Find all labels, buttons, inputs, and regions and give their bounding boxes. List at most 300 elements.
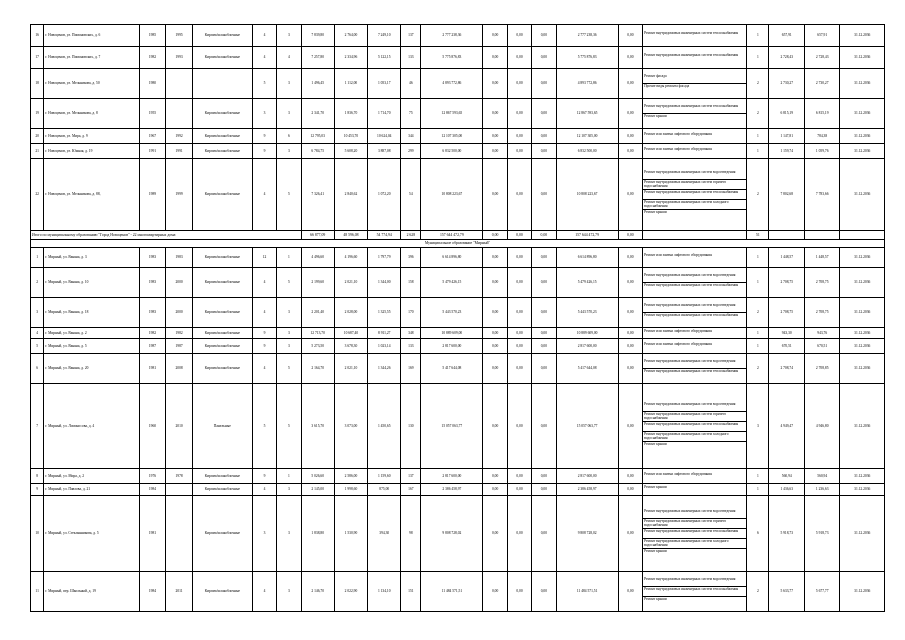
cell-y2 [166, 484, 193, 496]
cell-a2: 3 678,30 [334, 339, 367, 354]
cell-num: 21 [31, 144, 44, 159]
cell-fl: 4 [252, 47, 276, 69]
cell-date: 31.12.2036 [840, 384, 885, 469]
cell-z4: 0,00 [618, 69, 642, 99]
cell-v1: 560,94 [769, 469, 804, 484]
cell-cnt: 2 [747, 99, 769, 129]
cell-ent: 3 [277, 328, 301, 339]
works-cell [643, 69, 747, 99]
cell-date: 31.12.2036 [840, 129, 885, 144]
cell-mat: Кирпич/шлакоблочные [192, 298, 252, 328]
cell-a3: 875,00 [368, 484, 401, 496]
table-row [31, 339, 885, 354]
cell-addr: г. Мирный, ул. Ваняна, д. 5 [44, 339, 139, 354]
cell-z2: 0,00 [507, 159, 531, 231]
works-cell [643, 469, 747, 484]
cell-y1: 1991 [139, 144, 166, 159]
cell-num: 1 [31, 248, 44, 268]
cell-z2: 0,00 [507, 268, 531, 298]
cell-y2: 1993 [166, 47, 193, 69]
cell-mat: Кирпич/шлакоблочные [192, 328, 252, 339]
cell-v1: 1 448,57 [769, 248, 804, 268]
cell-y1: 1955 [139, 99, 166, 129]
cell-a3: 1 159,60 [368, 469, 401, 484]
cell-y2: 1999 [166, 159, 193, 231]
cell-addr: г. Мирный, ул. Ваняна, д. 2 [44, 328, 139, 339]
cell-a2: 10 687,40 [334, 328, 367, 339]
municipality-header-row [31, 240, 885, 248]
cell-a2: 2 840,62 [334, 159, 367, 231]
cell-a1: 7 839,80 [301, 25, 334, 47]
cell-z3: 0,00 [532, 159, 556, 231]
work-item: Ремонт внутридомовых инженерных систем водоотведения [643, 170, 746, 180]
cell-date: 31.12.2036 [840, 496, 885, 572]
total-section [31, 231, 885, 248]
cell-z3: 0,00 [532, 69, 556, 99]
cell-v2: 4 946,80 [804, 384, 839, 469]
cell-a2: 4 196,60 [334, 248, 367, 268]
work-item: Ремонт внутридомовых инженерных систем теплоснабжения [643, 104, 746, 114]
cell-fl: 9 [252, 129, 276, 144]
cell-cost: 4 893 772,86 [421, 69, 483, 99]
cell-cost: 6 614 896,80 [421, 248, 483, 268]
cell-y1: 1983 [139, 268, 166, 298]
works-cell [643, 159, 747, 231]
cell-v1: 1 436,63 [769, 484, 804, 496]
cell-z2: 0,00 [507, 129, 531, 144]
cell-a2: 2 334,96 [334, 47, 367, 69]
cell-y1: 1989 [139, 159, 166, 231]
cell-num: 10 [31, 496, 44, 572]
work-item: Ремонт внутридомовых инженерных систем теплоснабжения [644, 53, 739, 57]
work-item: Ремонт крыши [644, 210, 667, 214]
cell-c2: 4 893 772,86 [556, 69, 618, 99]
cell-a1: 2 145,00 [301, 484, 334, 496]
cell-z2: 0,00 [507, 144, 531, 159]
cell-c2: 12 107 305,00 [556, 129, 618, 144]
cell-z2: 0,00 [507, 484, 531, 496]
cell-v2: 6 815,19 [804, 99, 839, 129]
cell-z1: 0,00 [483, 354, 507, 384]
cell-a1: 5 026,60 [301, 469, 334, 484]
cell-a1: 1 838,80 [301, 496, 334, 572]
cell-z4: 0,00 [618, 354, 642, 384]
cell-cost: 5 443 570,23 [421, 298, 483, 328]
cell-y1: 1982 [139, 47, 166, 69]
table-row [31, 25, 885, 47]
cell-z2: 0,00 [507, 469, 531, 484]
total-z1: 0,00 [483, 231, 507, 240]
work-item: Ремонт или замена лифтового оборудования [644, 131, 712, 136]
total-date [840, 231, 885, 240]
cell-ent: 5 [277, 384, 301, 469]
cell-num: 9 [31, 484, 44, 496]
cell-z1: 0,00 [483, 144, 507, 159]
cell-mat: Кирпич/шлакоблочные [192, 484, 252, 496]
cell-a3: 1 053,17 [368, 69, 401, 99]
cell-cnt: 2 [747, 572, 769, 612]
total-row [31, 231, 885, 240]
cell-c2: 2 386 458,97 [556, 484, 618, 496]
cell-a3: 1 344,00 [368, 268, 401, 298]
total-area-1: 66 877,09 [301, 231, 334, 240]
cell-num: 3 [31, 298, 44, 328]
cell-addr: г. Новоценов, ул. Мельникова, д. 8 [44, 99, 139, 129]
cell-date: 31.12.2036 [840, 144, 885, 159]
cell-ent: 5 [277, 354, 301, 384]
total-cost-2: 157 644 472,79 [556, 231, 618, 240]
cell-cost: 2 817 600,00 [421, 339, 483, 354]
cell-fl: 9 [252, 328, 276, 339]
cell-y1: 1983 [139, 248, 166, 268]
cell-y2: 1995 [166, 25, 193, 47]
cell-a3: 7 249,10 [368, 25, 401, 47]
cell-v2: 943,76 [804, 328, 839, 339]
cell-y2: 2000 [166, 268, 193, 298]
cell-res: 396 [401, 248, 421, 268]
cell-date: 31.12.2036 [840, 268, 885, 298]
cell-a2: 3 073,00 [334, 384, 367, 469]
cell-y1: 1980 [139, 69, 166, 99]
work-item: Ремонт внутридомовых инженерных систем холодного водоснабжения [643, 200, 746, 210]
total-v2 [804, 231, 839, 240]
cell-z2: 0,00 [507, 354, 531, 384]
cell-cost: 10 889 609,00 [421, 328, 483, 339]
cell-z4: 0,00 [618, 99, 642, 129]
cell-cnt: 2 [747, 298, 769, 328]
cell-a1: 7 326,41 [301, 159, 334, 231]
cell-addr: г. Мирный, пер. Школьный, д. 19 [44, 572, 139, 612]
cell-y2: 1991 [166, 144, 193, 159]
cell-y1: 1982 [139, 328, 166, 339]
cell-v1: 2 708,75 [769, 268, 804, 298]
cell-v2: 2 728,43 [804, 47, 839, 69]
cell-mat: Кирпич/шлакоблочные [192, 469, 252, 484]
cell-addr: г. Мирный, ул. Стеклянникова, д. 5 [44, 496, 139, 572]
cell-z4: 0,00 [618, 469, 642, 484]
cell-fl: 9 [252, 144, 276, 159]
cell-a1: 5 273,50 [301, 339, 334, 354]
cell-z4: 0,00 [618, 129, 642, 144]
cell-c2: 10 808 223,67 [556, 159, 618, 231]
cell-cost: 15 057 063,77 [421, 384, 483, 469]
cell-cnt: 1 [747, 47, 769, 69]
cell-res: 170 [401, 298, 421, 328]
cell-fl: 3 [252, 99, 276, 129]
cell-v2: 2 730,27 [804, 69, 839, 99]
cell-v2: 2 708,75 [804, 268, 839, 298]
cell-v1: 2 708,75 [769, 298, 804, 328]
cell-cost: 2 386 458,97 [421, 484, 483, 496]
cell-fl: 3 [252, 496, 276, 572]
cell-c2: 9 808 728,02 [556, 496, 618, 572]
cell-z3: 0,00 [532, 129, 556, 144]
cell-ent: 5 [277, 159, 301, 231]
cell-z1: 0,00 [483, 384, 507, 469]
cell-mat: Кирпич/шлакоблочные [192, 129, 252, 144]
cell-a2: 1 530,90 [334, 496, 367, 572]
cell-res: 98 [401, 496, 421, 572]
cell-ent: 5 [277, 268, 301, 298]
cell-res: 137 [401, 469, 421, 484]
cell-z4: 0,00 [618, 298, 642, 328]
housing-table [30, 24, 885, 612]
cell-mat: Кирпич/шлакоблочные [192, 248, 252, 268]
table-row [31, 298, 885, 328]
cell-mat: Кирпич/шлакоблочные [192, 144, 252, 159]
cell-fl: 4 [252, 268, 276, 298]
cell-v1: 2 708,74 [769, 354, 804, 384]
cell-z1: 0,00 [483, 496, 507, 572]
cell-z2: 0,00 [507, 69, 531, 99]
cell-c2: 5 443 570,23 [556, 298, 618, 328]
cell-a2: 1 836,70 [334, 99, 367, 129]
cell-num: 4 [31, 328, 44, 339]
cell-num: 19 [31, 99, 44, 129]
cell-a1: 2 201,40 [301, 298, 334, 328]
cell-num: 11 [31, 572, 44, 612]
cell-z3: 0,00 [532, 47, 556, 69]
work-item: Ремонт или замена лифтового оборудования [644, 341, 712, 346]
work-item: Ремонт внутридомовых инженерных систем водоотведения [643, 577, 746, 587]
work-item: Ремонт внутридомовых инженерных систем теплоснабжения [644, 283, 739, 287]
cell-addr: г. Мирный, ул. Павлова, д. 21 [44, 484, 139, 496]
cell-z3: 0,00 [532, 354, 556, 384]
cell-addr: г. Новоценов, ул. Пимоновских, д. 7 [44, 47, 139, 69]
cell-fl: 4 [252, 159, 276, 231]
cell-cnt: 1 [747, 469, 769, 484]
work-item: Ремонт внутридомовых инженерных систем теплоснабжения [643, 529, 746, 539]
work-item: Ремонт внутридомовых инженерных систем водоотведения [643, 273, 746, 283]
cell-a3: 1 797,79 [368, 248, 401, 268]
table-row [31, 69, 885, 99]
cell-z2: 0,00 [507, 496, 531, 572]
cell-res: 46 [401, 69, 421, 99]
cell-y1: 1960 [139, 384, 166, 469]
cell-a3: 10 624,04 [368, 129, 401, 144]
municipality-title: Муниципальное образование "Мирный" [31, 240, 885, 248]
cell-cnt: 1 [747, 248, 769, 268]
cell-a3: 1 714,70 [368, 99, 401, 129]
cell-a3: 1 450,65 [368, 384, 401, 469]
cell-a3: 8 911,27 [368, 328, 401, 339]
table-row [31, 354, 885, 384]
cell-z2: 0,00 [507, 572, 531, 612]
cell-c2: 2 817 600,00 [556, 339, 618, 354]
work-item: Ремонт внутридомовых инженерных систем холодного водоснабжения [643, 539, 746, 549]
section-a-body [31, 25, 885, 231]
cell-cnt: 3 [747, 384, 769, 469]
table-row [31, 572, 885, 612]
cell-res: 133 [401, 339, 421, 354]
cell-a2: 2 021,10 [334, 268, 367, 298]
cell-addr: г. Мирный, ул. Ваняна, д. 3 [44, 248, 139, 268]
cell-res: 137 [401, 25, 421, 47]
cell-fl: 4 [252, 25, 276, 47]
cell-a2: 2 764,00 [334, 25, 367, 47]
cell-ent: 1 [277, 469, 301, 484]
document-page [30, 24, 885, 612]
work-item: Ремонт внутридомовых инженерных систем водоотведения [643, 303, 746, 313]
cell-fl: 4 [252, 572, 276, 612]
cell-z2: 0,00 [507, 99, 531, 129]
cell-a1: 12 795,03 [301, 129, 334, 144]
cell-addr: г. Новоценов, ул. Мельникова, д. 50 [44, 69, 139, 99]
cell-res: 348 [401, 328, 421, 339]
work-item: Ремонт крыши [644, 114, 667, 118]
work-item: Прочие виды ремонта фасада [644, 84, 690, 88]
cell-res: 167 [401, 484, 421, 496]
cell-z4: 0,00 [618, 144, 642, 159]
cell-a1: 2 341,70 [301, 99, 334, 129]
work-item: Ремонт внутридомовых инженерных систем теплоснабжения [643, 422, 746, 432]
cell-ent: 3 [277, 496, 301, 572]
cell-z4: 0,00 [618, 248, 642, 268]
cell-ent: 6 [277, 129, 301, 144]
works-cell [643, 484, 747, 496]
cell-z2: 0,00 [507, 47, 531, 69]
cell-v2: 5 918,73 [804, 496, 839, 572]
cell-c2: 5 775 876,83 [556, 47, 618, 69]
cell-addr: г. Мирный, ул. Ваняна, д. 20 [44, 354, 139, 384]
cell-res: 158 [401, 268, 421, 298]
cell-mat: Кирпич/шлакоблочные [192, 354, 252, 384]
cell-z1: 0,00 [483, 572, 507, 612]
cell-addr: г. Новоценов, ул. Мира, д. 9 [44, 129, 139, 144]
cell-a1: 7 257,80 [301, 47, 334, 69]
cell-fl: 5 [252, 69, 276, 99]
total-z4: 0,00 [618, 231, 642, 240]
cell-z1: 0,00 [483, 99, 507, 129]
cell-cnt: 2 [747, 354, 769, 384]
cell-num: 8 [31, 469, 44, 484]
work-item: Ремонт внутридомовых инженерных систем водоотведения [643, 509, 746, 519]
cell-date: 31.12.2036 [840, 328, 885, 339]
cell-v1: 6 815,19 [769, 99, 804, 129]
cell-y1: 1981 [139, 354, 166, 384]
cell-a3: 1 072,20 [368, 159, 401, 231]
cell-z1: 0,00 [483, 159, 507, 231]
cell-res: 299 [401, 144, 421, 159]
cell-z1: 0,00 [483, 248, 507, 268]
cell-v2: 657,91 [804, 25, 839, 47]
cell-addr: г. Мирный, ул. Ваняна, д. 18 [44, 298, 139, 328]
cell-cost: 10 808 223,67 [421, 159, 483, 231]
cell-v2: 7 783,66 [804, 159, 839, 231]
table-row [31, 328, 885, 339]
cell-cnt: 6 [747, 496, 769, 572]
cell-v2: 1 448,57 [804, 248, 839, 268]
cell-z3: 0,00 [532, 384, 556, 469]
cell-v1: 1 159,74 [769, 144, 804, 159]
cell-res: 151 [401, 572, 421, 612]
cell-ent: 3 [277, 144, 301, 159]
cell-z3: 0,00 [532, 268, 556, 298]
cell-y1: 1984 [139, 484, 166, 496]
works-cell [643, 298, 747, 328]
work-item: Ремонт внутридомовых инженерных систем водоотведения [643, 402, 746, 412]
total-cost: 157 644 472,79 [421, 231, 483, 240]
table-row [31, 268, 885, 298]
works-cell [643, 384, 747, 469]
cell-z3: 0,00 [532, 496, 556, 572]
section-b-body [31, 248, 885, 612]
cell-y2: 1978 [166, 469, 193, 484]
cell-cnt: 1 [747, 129, 769, 144]
cell-z4: 0,00 [618, 47, 642, 69]
cell-res: 169 [401, 354, 421, 384]
cell-date: 31.12.2036 [840, 248, 885, 268]
cell-a2: 10 453,70 [334, 129, 367, 144]
cell-y2: 1987 [166, 339, 193, 354]
work-item: Ремонт или замена лифтового оборудования [644, 146, 712, 151]
cell-a1: 2 164,70 [301, 354, 334, 384]
cell-a1: 12 713,70 [301, 328, 334, 339]
cell-v2: 560,94 [804, 469, 839, 484]
cell-z4: 0,00 [618, 384, 642, 469]
cell-z1: 0,00 [483, 69, 507, 99]
table-row [31, 129, 885, 144]
cell-v1: 1 147,81 [769, 129, 804, 144]
cell-res: 133 [401, 47, 421, 69]
cell-cnt: 1 [747, 328, 769, 339]
cell-a3: 1 023,14 [368, 339, 401, 354]
cell-z3: 0,00 [532, 144, 556, 159]
cell-a3: 5 122,15 [368, 47, 401, 69]
cell-a1: 6 784,75 [301, 144, 334, 159]
cell-a2: 1 998,60 [334, 484, 367, 496]
work-item: Ремонт внутридомовых инженерных систем горячего водоснабжения [643, 412, 746, 422]
cell-z2: 0,00 [507, 248, 531, 268]
cell-c2: 12 867 593,65 [556, 99, 618, 129]
cell-c2: 11 484 571,51 [556, 572, 618, 612]
cell-num: 6 [31, 354, 44, 384]
cell-z1: 0,00 [483, 469, 507, 484]
total-residents: 2 628 [401, 231, 421, 240]
cell-addr: г. Новоценов, ул. Южная, д. 19 [44, 144, 139, 159]
cell-fl: 9 [252, 339, 276, 354]
work-item: Ремонт внутридомовых инженерных систем теплоснабжения [643, 587, 746, 597]
cell-z3: 0,00 [532, 248, 556, 268]
cell-date: 31.12.2036 [840, 47, 885, 69]
cell-ent: 3 [277, 484, 301, 496]
table-row [31, 47, 885, 69]
cell-y1: 1967 [139, 129, 166, 144]
works-cell [643, 339, 747, 354]
cell-c2: 6 614 896,80 [556, 248, 618, 268]
cell-z1: 0,00 [483, 47, 507, 69]
cell-date: 31.12.2036 [840, 484, 885, 496]
cell-z3: 0,00 [532, 484, 556, 496]
cell-a3: 3 887,08 [368, 144, 401, 159]
cell-num: 2 [31, 268, 44, 298]
work-item: Ремонт внутридомовых инженерных систем горячего водоснабжения [643, 180, 746, 190]
cell-y2 [166, 496, 193, 572]
cell-z1: 0,00 [483, 339, 507, 354]
cell-z3: 0,00 [532, 328, 556, 339]
cell-mat: Панельные [192, 384, 252, 469]
cell-ent: 4 [277, 47, 301, 69]
cell-num: 16 [31, 25, 44, 47]
cell-date: 31.12.2036 [840, 354, 885, 384]
cell-date: 31.12.2036 [840, 469, 885, 484]
cell-cnt: 1 [747, 25, 769, 47]
cell-z2: 0,00 [507, 339, 531, 354]
work-item: Ремонт внутридомовых инженерных систем холодного водоснабжения [643, 432, 746, 442]
cell-fl: 12 [252, 248, 276, 268]
cell-num: 20 [31, 129, 44, 144]
cell-mat: Кирпич/шлакоблочные [192, 47, 252, 69]
